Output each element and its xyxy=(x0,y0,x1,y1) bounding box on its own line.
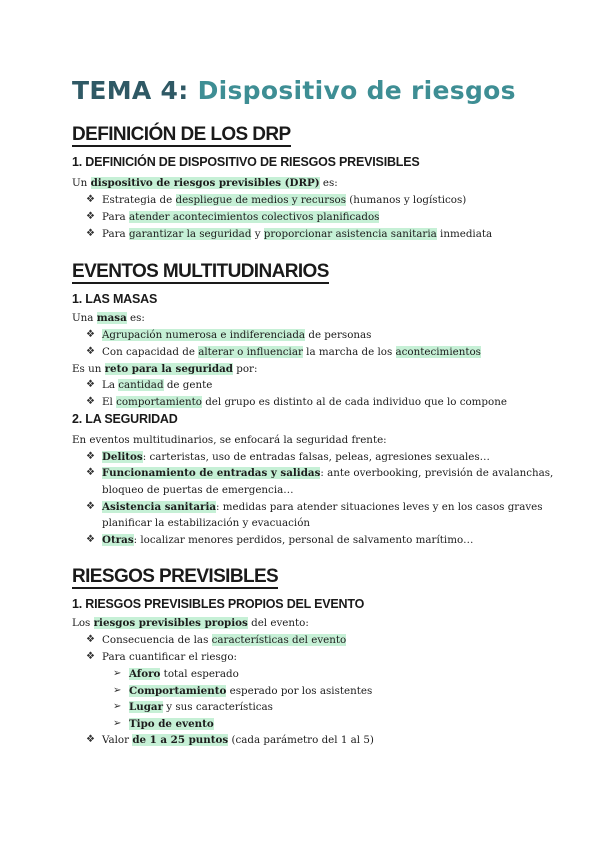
seguridad-bullet-entradas: Funcionamiento de entradas y salidas: ante overbooking, previsión de avalanchas, xyxy=(102,467,554,479)
reto-intro: Es un reto para la seguridad por: xyxy=(72,363,258,375)
diamond-bullet-icon: ❖ xyxy=(86,734,95,745)
subheading-seguridad: 2. LA SEGURIDAD xyxy=(72,412,178,426)
subheading-riesgos-propios: 1. RIESGOS PREVISIBLES PROPIOS DEL EVENTO xyxy=(72,597,365,611)
seguridad-bullet-delitos: Delitos: carteristas, uso de entradas falsas, peleas, agresiones sexuales… xyxy=(102,451,490,463)
riesgos-bullet-2: Para cuantificar el riesgo: xyxy=(102,651,238,663)
riesgo-factor-tipo: Tipo de evento xyxy=(129,718,214,730)
title-prefix: TEMA 4: xyxy=(72,76,189,105)
drp-bullet-1: Estrategia de despliegue de medios y recursos (humanos y logísticos) xyxy=(102,194,467,206)
riesgos-intro: Los riesgos previsibles propios del evento: xyxy=(72,617,309,629)
masa-intro: Una masa es: xyxy=(72,312,145,324)
section-heading-drp: DEFINICIÓN DE LOS DRP xyxy=(72,124,291,145)
diamond-bullet-icon: ❖ xyxy=(86,194,95,205)
riesgos-bullet-valor: Valor de 1 a 25 puntos (cada parámetro del 1 al 5) xyxy=(102,734,374,746)
diamond-bullet-icon: ❖ xyxy=(86,228,95,239)
diamond-bullet-icon: ❖ xyxy=(86,651,95,662)
seguridad-intro: En eventos multitudinarios, se enfocará la seguridad frente: xyxy=(72,434,387,446)
diamond-bullet-icon: ❖ xyxy=(86,634,95,645)
masa-bullet-1: Agrupación numerosa e indiferenciada de personas xyxy=(102,329,372,341)
arrow-bullet-icon: ➢ xyxy=(113,701,122,712)
diamond-bullet-icon: ❖ xyxy=(86,211,95,222)
masa-bullet-2: Con capacidad de alterar o influenciar la marcha de los acontecimientos xyxy=(102,346,481,358)
seguridad-bullet-otras: Otras: localizar menores perdidos, personal de salvamento marítimo… xyxy=(102,534,474,546)
riesgo-factor-lugar: Lugar y sus características xyxy=(129,701,273,713)
section-heading-riesgos: RIESGOS PREVISIBLES xyxy=(72,566,279,587)
drp-intro: Un dispositivo de riesgos previsibles (DRP) es: xyxy=(72,177,338,189)
diamond-bullet-icon: ❖ xyxy=(86,346,95,357)
diamond-bullet-icon: ❖ xyxy=(86,396,95,407)
riesgo-factor-aforo: Aforo total esperado xyxy=(129,668,239,680)
riesgo-factor-comportamiento: Comportamiento esperado por los asistentes xyxy=(129,685,373,697)
subheading-drp: 1. DEFINICIÓN DE DISPOSITIVO DE RIESGOS PREVISIBLES xyxy=(72,155,420,169)
diamond-bullet-icon: ❖ xyxy=(86,451,95,462)
arrow-bullet-icon: ➢ xyxy=(113,718,122,729)
reto-bullet-1: La cantidad de gente xyxy=(102,379,213,391)
drp-bullet-3: Para garantizar la seguridad y proporcionar asistencia sanitaria inmediata xyxy=(102,228,493,240)
section-heading-eventos: EVENTOS MULTITUDINARIOS xyxy=(72,261,329,282)
arrow-bullet-icon: ➢ xyxy=(113,685,122,696)
drp-bullet-2: Para atender acontecimientos colectivos planificados xyxy=(102,211,380,223)
subheading-masas: 1. LAS MASAS xyxy=(72,292,158,306)
riesgos-bullet-1: Consecuencia de las características del evento xyxy=(102,634,347,646)
title-main: Dispositivo de riesgos xyxy=(197,76,516,105)
reto-bullet-2: El comportamiento del grupo es distinto al de cada individuo que lo compone xyxy=(102,396,507,408)
diamond-bullet-icon: ❖ xyxy=(86,501,95,512)
diamond-bullet-icon: ❖ xyxy=(86,379,95,390)
diamond-bullet-icon: ❖ xyxy=(86,467,95,478)
seguridad-bullet-sanitaria: Asistencia sanitaria: medidas para atender situaciones leves y en los casos graves xyxy=(102,501,543,513)
page-title xyxy=(72,76,516,105)
diamond-bullet-icon: ❖ xyxy=(86,534,95,545)
seguridad-bullet-sanitaria-cont: planificar la estabilización y evacuación xyxy=(102,517,311,529)
seguridad-bullet-entradas-cont: bloqueo de puertas de emergencia… xyxy=(102,484,294,496)
arrow-bullet-icon: ➢ xyxy=(113,668,122,679)
diamond-bullet-icon: ❖ xyxy=(86,329,95,340)
